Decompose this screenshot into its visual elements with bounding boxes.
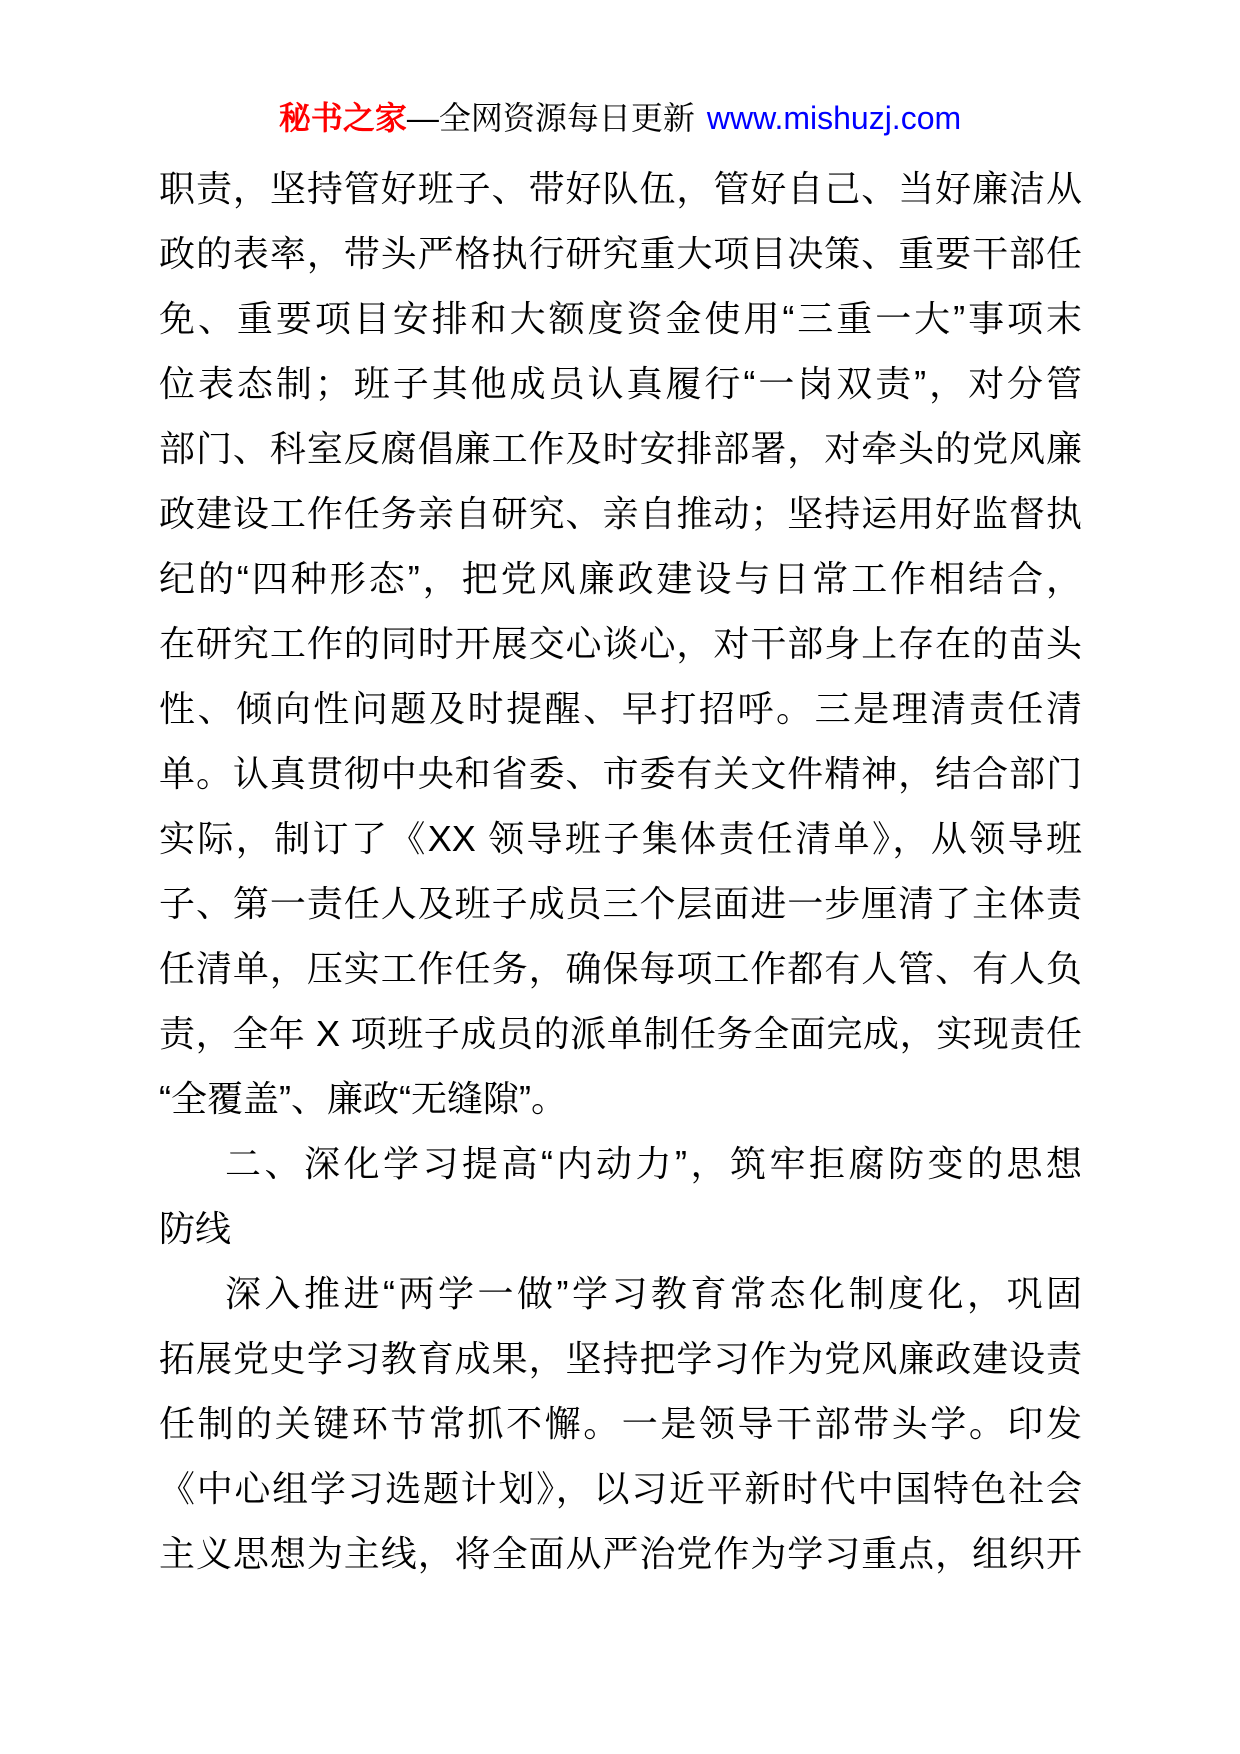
body-line: 在研究工作的同时开展交心谈心，对干部身上存在的苗头 xyxy=(159,623,1082,664)
body-line: 免、重要项目安排和大额度资金使用“三重一大”事项末 xyxy=(159,298,1082,339)
body-line: 实际，制订了《XX 领导班子集体责任清单》，从领导班 xyxy=(159,818,1082,859)
body-line: 职责，坚持管好班子、带好队伍，管好自己、当好廉洁从 xyxy=(159,168,1082,209)
body-line: 子、第一责任人及班子成员三个层面进一步厘清了主体责 xyxy=(159,883,1082,924)
body-line: 责，全年 X 项班子成员的派单制任务全面完成，实现责任 xyxy=(159,1013,1082,1054)
body-line: 部门、科室反腐倡廉工作及时安排部署，对牵头的党风廉 xyxy=(159,428,1082,469)
body-line: 拓展党史学习教育成果，坚持把学习作为党风廉政建设责 xyxy=(159,1338,1082,1379)
header-tagline: 全网资源每日更新 xyxy=(438,100,695,136)
body-line: 政建设工作任务亲自研究、亲自推动；坚持运用好监督执 xyxy=(159,493,1082,534)
header-separator: — xyxy=(406,100,439,136)
body-line: 任制的关键环节常抓不懈。一是领导干部带头学。印发 xyxy=(159,1403,1082,1444)
body-line: 任清单，压实工作任务，确保每项工作都有人管、有人负 xyxy=(159,948,1082,989)
document-body xyxy=(159,156,1082,1586)
section-heading-line: 二、深化学习提高“内动力”，筑牢拒腐防变的思想 xyxy=(225,1143,1082,1184)
body-line: 位表态制；班子其他成员认真履行“一岗双责”，对分管 xyxy=(159,363,1082,404)
body-line: 单。认真贯彻中央和省委、市委有关文件精神，结合部门 xyxy=(159,753,1082,794)
body-line: 主义思想为主线，将全面从严治党作为学习重点，组织开 xyxy=(159,1533,1082,1574)
site-name: 秘书之家 xyxy=(278,100,407,136)
body-line: 《中心组学习选题计划》，以习近平新时代中国特色社会 xyxy=(159,1468,1082,1509)
page-header xyxy=(0,96,1240,140)
body-line: 政的表率，带头严格执行研究重大项目决策、重要干部任 xyxy=(159,233,1082,274)
body-line: 深入推进“两学一做”学习教育常态化制度化，巩固 xyxy=(225,1273,1082,1314)
body-line: “全覆盖”、廉政“无缝隙”。 xyxy=(159,1078,567,1119)
body-line: 纪的“四种形态”，把党风廉政建设与日常工作相结合， xyxy=(159,558,1082,599)
site-url-link[interactable]: www.mishuzj.com xyxy=(706,100,962,136)
section-heading-line: 防线 xyxy=(159,1208,232,1249)
body-line: 性、倾向性问题及时提醒、早打招呼。三是理清责任清 xyxy=(159,688,1082,729)
